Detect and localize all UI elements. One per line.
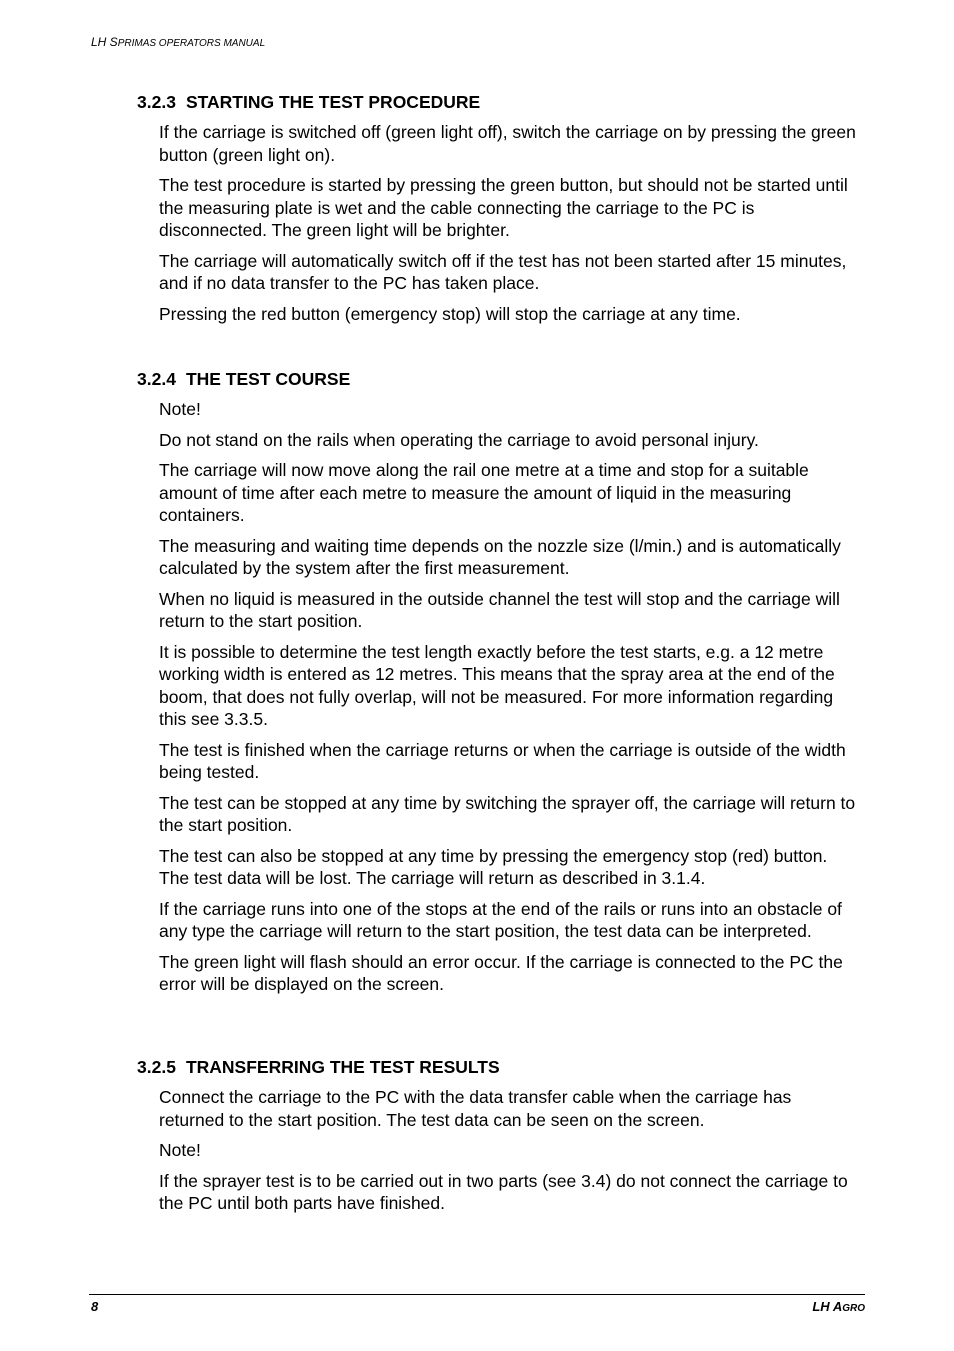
running-header [91,35,265,49]
header-prefix: LH S [91,35,118,49]
section-title: STARTING THE TEST PROCEDURE [185,92,481,112]
paragraph: If the carriage runs into one of the stops at the end of the rails or runs into an obstacle of any type the carriage will return to the start position, the test data can be interpreted. [159,898,842,941]
footer-divider [89,1294,865,1295]
paragraph: The measuring and waiting time depends on the nozzle size (l/min.) and is automatically calculated by the system after the first measurement. [159,535,841,578]
section-body [159,398,857,996]
paragraph: The test can be stopped at any time by switching the sprayer off, the carriage will return to the start position. [159,792,856,835]
section-3-2-3 [137,91,857,325]
paragraph: Connect the carriage to the PC with the data transfer cable when the carriage has returned to the start position. The test data can be seen on the screen. [159,1087,792,1130]
paragraph: It is possible to determine the test length exactly before the test starts, e.g. a 12 metre working width is entered as 12 metres. This means that the spray area at the end of the boom, that does not fully overlap, will not be measured. For more information regarding this see 3.3.5. [159,641,835,729]
section-3-2-4 [137,368,857,996]
paragraph: Pressing the red button (emergency stop) will stop the carriage at any time. [159,303,741,324]
section-heading [137,368,857,390]
paragraph: When no liquid is measured in the outside channel the test will stop and the carriage will return to the start position. [159,588,840,631]
paragraph: If the sprayer test is to be carried out in two parts (see 3.4) do not connect the carriage to the PC until both parts have finished. [159,1170,848,1213]
paragraph: The test procedure is started by pressing the green button, but should not be started until the measuring plate is wet and the cable connecting the carriage to the PC is disconnected. The green light will be brighter. [159,175,848,240]
section-heading [137,91,857,113]
brand-prefix: LH A [812,1299,843,1314]
note-label: Note! [159,1140,201,1160]
section-body [159,1086,857,1215]
header-rest: PRIMAS OPERATORS MANUAL [117,38,266,49]
brand-rest: GRO [842,1303,865,1314]
paragraph: Do not stand on the rails when operating the carriage to avoid personal injury. [159,429,759,450]
paragraph: If the carriage is switched off (green light off), switch the carriage on by pressing the green button (green light on). [159,122,856,165]
paragraph: The test can also be stopped at any time by pressing the emergency stop (red) button. The test data will be lost. The carriage will return as described in 3.1.4. [159,845,828,888]
section-number: 3.2.4 [137,369,176,389]
paragraph: The green light will flash should an error occur. If the carriage is connected to the PC the error will be displayed on the screen. [159,951,843,994]
section-title: THE TEST COURSE [185,369,351,389]
page-number: 8 [91,1299,99,1314]
section-number: 3.2.3 [137,92,176,112]
note-label: Note! [159,399,201,419]
paragraph: The carriage will automatically switch off if the test has not been started after 15 minutes, and if no data transfer to the PC has taken place. [159,250,847,293]
section-title: TRANSFERRING THE TEST RESULTS [185,1057,500,1077]
section-body [159,121,857,325]
section-heading [137,1056,857,1078]
section-number: 3.2.5 [137,1057,176,1077]
footer-brand [812,1299,865,1314]
paragraph: The carriage will now move along the rail one metre at a time and stop for a suitable amount of time after each metre to measure the amount of liquid in the measuring containers. [159,460,809,525]
section-3-2-5 [137,1056,857,1215]
paragraph: The test is finished when the carriage returns or when the carriage is outside of the width being tested. [159,739,846,782]
